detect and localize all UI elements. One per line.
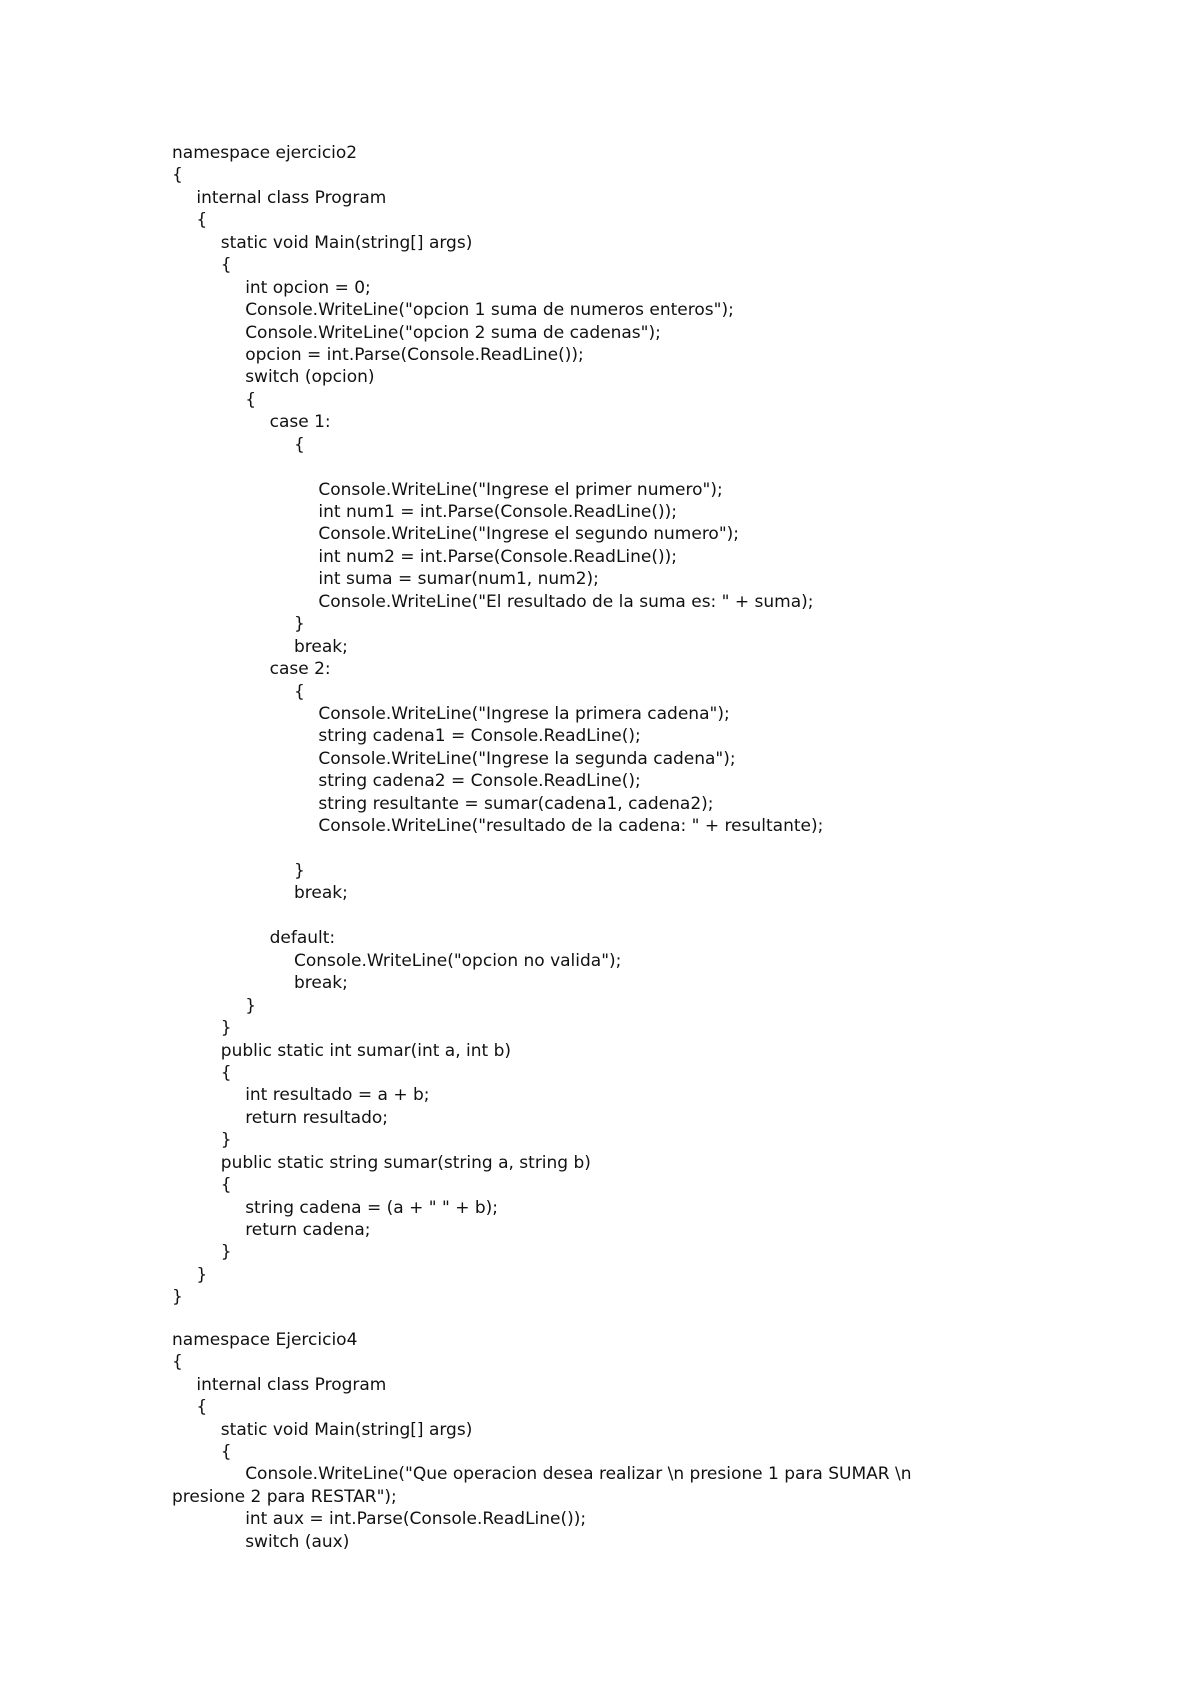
code-line: Console.WriteLine("opcion 2 suma de cadenas"); bbox=[245, 322, 661, 343]
code-line: namespace ejercicio2 bbox=[172, 143, 358, 163]
code-line: Console.WriteLine("resultado de la cadena: " + resultante); bbox=[318, 816, 824, 837]
code-line: { bbox=[294, 434, 305, 455]
code-listing bbox=[172, 142, 1032, 1553]
code-line: int opcion = 0; bbox=[245, 277, 371, 298]
code-line: } bbox=[220, 1018, 232, 1039]
code-line: } bbox=[294, 614, 305, 635]
code-line: string cadena1 = Console.ReadLine(); bbox=[318, 726, 641, 747]
code-line: { bbox=[294, 681, 305, 702]
code-line: int suma = sumar(num1, num2); bbox=[318, 569, 599, 590]
code-line: case 1: bbox=[269, 412, 331, 433]
code-line: Console.WriteLine("Ingrese el primer numero"); bbox=[318, 479, 723, 500]
code-line: internal class Program bbox=[196, 1374, 387, 1395]
code-line: { bbox=[172, 165, 183, 186]
code-line: switch (opcion) bbox=[245, 367, 375, 388]
code-block-ejercicio4 bbox=[172, 1329, 1032, 1553]
code-line: break; bbox=[294, 973, 348, 994]
code-line: case 2: bbox=[269, 659, 331, 680]
block-separator bbox=[172, 1309, 1032, 1329]
code-line bbox=[172, 838, 1032, 860]
code-line: { bbox=[196, 210, 208, 231]
code-line: static void Main(string[] args) bbox=[220, 1419, 473, 1440]
code-line: Console.WriteLine("opcion no valida"); bbox=[294, 950, 622, 971]
code-line: int resultado = a + b; bbox=[245, 1085, 430, 1106]
code-line: public static int sumar(int a, int b) bbox=[220, 1040, 512, 1061]
code-line bbox=[172, 456, 1032, 478]
code-line: Console.WriteLine("opcion 1 suma de numeros enteros"); bbox=[245, 300, 734, 321]
code-line: return resultado; bbox=[245, 1107, 389, 1128]
code-line: { bbox=[220, 1175, 232, 1196]
code-line: opcion = int.Parse(Console.ReadLine()); bbox=[245, 344, 584, 365]
code-line bbox=[172, 905, 1032, 927]
code-line: } bbox=[172, 1287, 183, 1308]
code-line: { bbox=[220, 1441, 232, 1462]
code-line: Console.WriteLine("Ingrese el segundo numero"); bbox=[318, 524, 740, 545]
code-line: presione 2 para RESTAR"); bbox=[172, 1486, 397, 1507]
code-line: public static string sumar(string a, string b) bbox=[220, 1152, 591, 1173]
code-line: Console.WriteLine("El resultado de la suma es: " + suma); bbox=[318, 591, 814, 612]
code-line: break; bbox=[294, 636, 348, 657]
code-line: Console.WriteLine("Ingrese la primera cadena"); bbox=[318, 703, 730, 724]
code-line: break; bbox=[294, 883, 348, 904]
code-line: return cadena; bbox=[245, 1220, 371, 1240]
code-line: } bbox=[196, 1264, 208, 1285]
code-line: Console.WriteLine("Ingrese la segunda cadena"); bbox=[318, 748, 736, 769]
code-line: Console.WriteLine("Que operacion desea realizar \n presione 1 para SUMAR \n bbox=[245, 1464, 912, 1485]
code-line: internal class Program bbox=[196, 187, 387, 208]
code-line: { bbox=[220, 1062, 232, 1083]
code-line: } bbox=[245, 995, 257, 1016]
code-line: { bbox=[220, 255, 232, 276]
code-line: string cadena = (a + " " + b); bbox=[245, 1197, 498, 1218]
code-line: } bbox=[294, 861, 305, 881]
code-line: { bbox=[172, 1352, 183, 1373]
code-line: } bbox=[220, 1242, 232, 1263]
code-line: namespace Ejercicio4 bbox=[172, 1329, 358, 1350]
code-line: int num1 = int.Parse(Console.ReadLine()); bbox=[318, 502, 678, 522]
code-block-ejercicio2 bbox=[172, 142, 1032, 1309]
code-line: { bbox=[245, 389, 257, 410]
code-line: static void Main(string[] args) bbox=[220, 232, 473, 253]
code-line: int aux = int.Parse(Console.ReadLine()); bbox=[245, 1509, 587, 1530]
code-line: } bbox=[220, 1130, 232, 1151]
code-line: switch (aux) bbox=[245, 1531, 350, 1552]
code-line: int num2 = int.Parse(Console.ReadLine()); bbox=[318, 546, 678, 567]
code-line: default: bbox=[269, 928, 336, 949]
code-line: string resultante = sumar(cadena1, cadena2); bbox=[318, 793, 714, 814]
code-line: { bbox=[196, 1397, 208, 1418]
code-line: string cadena2 = Console.ReadLine(); bbox=[318, 771, 641, 792]
